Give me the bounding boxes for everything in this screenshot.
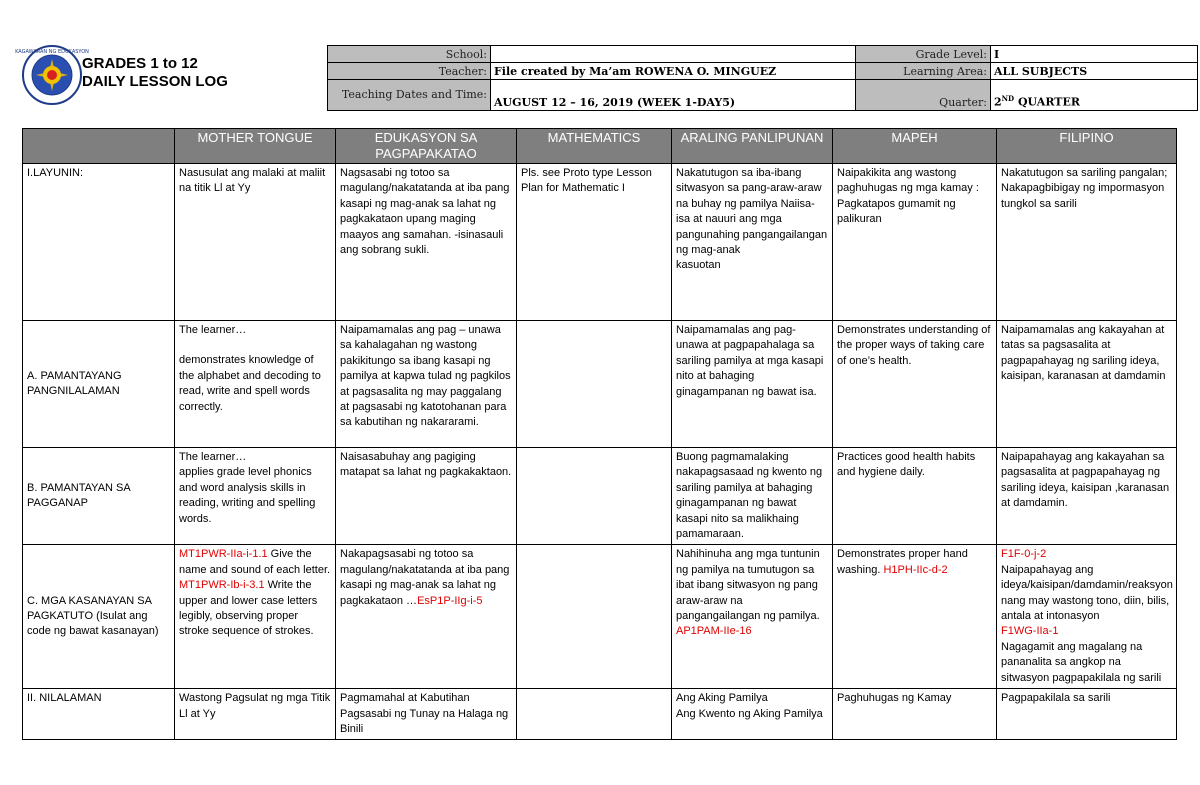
cell-pamantayang-esp: Naipamamalas ang pag – unawa sa kahalagahan ng wastong pakikitungo sa ibang kasapi ng pamilya at kapwa tulad ng pagkilos at pagsasalita ng may paggalang at pagsasabi ng katotohanan para sa kabutihan ng nakararami. xyxy=(336,321,517,448)
cell-layunin-araling-panlipunan: Nakatutugon sa iba-ibang sitwasyon sa pang-araw-araw na buhay ng pamilya Naiisa-isa at nauuri ang mga pangunahing pangangailangan ng mag-anak kasuotan xyxy=(672,164,833,321)
row-label-nilalaman: II. NILALAMAN xyxy=(23,689,175,740)
row-label-pamantayan-sa-pagganap: B. PAMANTAYAN SA PAGGANAP xyxy=(23,448,175,545)
cell-kasanayan-filipino: F1F-0-j-2 Naipapahayag ang ideya/kaisipan/damdamin/reaksyon nang may wastong tono, diin, bilis, antala at intonasyon F1WG-IIa-1 Nagagamit ang magalang na pananalita sa angkop na sitwasyon pagpapakilala ng sarili xyxy=(997,545,1177,689)
cell-kasanayan-esp: Nakapagsasabi ng totoo sa magulang/nakatatanda at iba pang kasapi ng mag-anak sa lahat ng pagkakataon …EsP1P-IIg-i-5 xyxy=(336,545,517,689)
cell-layunin-mathematics: Pls. see Proto type Lesson Plan for Mathematic I xyxy=(517,164,672,321)
table-row-pamantayan-sa-pagganap xyxy=(23,448,1177,545)
cell-pamantayang-filipino: Naipamamalas ang kakayahan at tatas sa pagsasalita at pagpapahayag ng sariling ideya, kaisipan, karanasan at damdamin xyxy=(997,321,1177,448)
table-row-pamantayang-pangnilalaman xyxy=(23,321,1177,448)
lesson-log-header xyxy=(15,45,1176,110)
teacher-label: Teacher: xyxy=(328,63,491,80)
cell-nilalaman-mother-tongue: Wastong Pagsulat ng mga Titik Ll at Yy xyxy=(175,689,336,740)
table-row-mga-kasanayan-sa-pagkatuto xyxy=(23,545,1177,689)
column-header-araling-panlipunan: ARALING PANLIPUNAN xyxy=(672,129,833,164)
header-info-table xyxy=(327,45,1198,111)
cell-pagganap-mother-tongue: The learner… applies grade level phonics and word analysis skills in reading, writing and spelling words. xyxy=(175,448,336,545)
cell-kasanayan-araling-panlipunan: Nahihinuha ang mga tuntunin ng pamilya na tumutugon sa ibat ibang sitwasyon ng pang araw-araw na pangangailangan ng pamilya. AP1PAM-IIe-16 xyxy=(672,545,833,689)
svg-text:KAGAWARAN NG EDUKASYON: KAGAWARAN NG EDUKASYON xyxy=(15,49,89,55)
row-label-mga-kasanayan: C. MGA KASANAYAN SA PAGKATUTO (Isulat ang code ng bawat kasanayan) xyxy=(23,545,175,689)
row-label-pamantayang-pangnilalaman: A. PAMANTAYANG PANGNILALAMAN xyxy=(23,321,175,448)
teaching-dates-value: AUGUST 12 – 16, 2019 (WEEK 1-DAY5) xyxy=(491,80,856,111)
table-row-nilalaman xyxy=(23,689,1177,740)
cell-layunin-esp: Nagsasabi ng totoo sa magulang/nakatatanda at iba pang kasapi ng mag-anak sa lahat ng pagkakataon upang maging maayos ang samahan. -isinasauli ang sobrang sukli. xyxy=(336,164,517,321)
grade-level-value: I xyxy=(991,46,1198,63)
learning-area-label: Learning Area: xyxy=(856,63,991,80)
grade-level-label: Grade Level: xyxy=(856,46,991,63)
cell-layunin-filipino: Nakatutugon sa sariling pangalan; Nakapagbibigay ng impormasyon tungkol sa sarili xyxy=(997,164,1177,321)
cell-pagganap-mapeh: Practices good health habits and hygiene daily. xyxy=(833,448,997,545)
competency-code: MT1PWR-IIa-i-1.1 xyxy=(179,548,268,561)
cell-nilalaman-mapeh: Paghuhugas ng Kamay xyxy=(833,689,997,740)
column-header-esp: EDUKASYON SA PAGPAPAKATAO xyxy=(336,129,517,164)
cell-kasanayan-mother-tongue: MT1PWR-IIa-i-1.1 Give the name and sound of each letter. MT1PWR-Ib-i-3.1 Write the upper and lower case letters legibly, observing proper stroke sequence of strokes. xyxy=(175,545,336,689)
cell-layunin-mapeh: Naipakikita ang wastong paghuhugas ng mga kamay : Pagkatapos gumamit ng palikuran xyxy=(833,164,997,321)
competency-code: F1WG-IIa-1 xyxy=(1001,625,1059,638)
cell-pagganap-esp: Naisasabuhay ang pagiging matapat sa lahat ng pagkakaktaon. xyxy=(336,448,517,545)
cell-nilalaman-araling-panlipunan: Ang Aking Pamilya Ang Kwento ng Aking Pamilya xyxy=(672,689,833,740)
cell-nilalaman-esp: Pagmamahal at Kabutihan Pagsasabi ng Tunay na Halaga ng Binili xyxy=(336,689,517,740)
cell-pamantayang-mathematics xyxy=(517,321,672,448)
title-line-1: GRADES 1 to 12 xyxy=(82,55,198,72)
competency-code: H1PH-IIc-d-2 xyxy=(883,563,948,576)
subject-header-row xyxy=(23,129,1177,164)
competency-code: AP1PAM-IIe-16 xyxy=(676,625,752,638)
column-header-mother-tongue: MOTHER TONGUE xyxy=(175,129,336,164)
school-value xyxy=(491,46,856,63)
column-header-mathematics: MATHEMATICS xyxy=(517,129,672,164)
column-header-blank xyxy=(23,129,175,164)
column-header-mapeh: MAPEH xyxy=(833,129,997,164)
cell-pagganap-araling-panlipunan: Buong pagmamalaking nakapagsasaad ng kwento ng sariling pamilya at bahaging ginagampanan ng bawat kasapi nito sa malikhaing pamamaraan. xyxy=(672,448,833,545)
table-row-layunin xyxy=(23,164,1177,321)
quarter-value: 2ND QUARTER xyxy=(991,80,1198,111)
cell-kasanayan-mathematics xyxy=(517,545,672,689)
cell-pamantayang-mother-tongue: The learner… demonstrates knowledge of the alphabet and decoding to read, write and spell words correctly. xyxy=(175,321,336,448)
title-line-2: DAILY LESSON LOG xyxy=(82,73,228,90)
lesson-log-table xyxy=(22,128,1177,740)
competency-code: F1F-0-j-2 xyxy=(1001,548,1047,561)
cell-nilalaman-filipino: Pagpapakilala sa sarili xyxy=(997,689,1177,740)
quarter-label: Quarter: xyxy=(856,80,991,111)
cell-pagganap-mathematics xyxy=(517,448,672,545)
document-title xyxy=(82,55,228,91)
cell-nilalaman-mathematics xyxy=(517,689,672,740)
teaching-dates-label: Teaching Dates and Time: xyxy=(328,80,491,111)
learning-area-value: ALL SUBJECTS xyxy=(991,63,1198,80)
cell-layunin-mother-tongue: Nasusulat ang malaki at maliit na titik Ll at Yy xyxy=(175,164,336,321)
deped-seal-icon xyxy=(15,45,89,105)
school-label: School: xyxy=(328,46,491,63)
competency-code: EsP1P-IIg-i-5 xyxy=(417,594,483,607)
competency-code: MT1PWR-Ib-i-3.1 xyxy=(179,579,265,592)
cell-pamantayang-araling-panlipunan: Naipamamalas ang pag-unawa at pagpapahalaga sa sariling pamilya at mga kasapi nito at bahaging ginagampanan ng bawat isa. xyxy=(672,321,833,448)
cell-kasanayan-mapeh: Demonstrates proper hand washing. H1PH-IIc-d-2 xyxy=(833,545,997,689)
cell-pagganap-filipino: Naipapahayag ang kakayahan sa pagsasalita at pagpapahayag ng sariling ideya, kaisipan ,karanasan at damdamin. xyxy=(997,448,1177,545)
row-label-layunin: I.LAYUNIN: xyxy=(23,164,175,321)
teacher-value: File created by Ma’am ROWENA O. MINGUEZ xyxy=(491,63,856,80)
cell-pamantayang-mapeh: Demonstrates understanding of the proper ways of taking care of one’s health. xyxy=(833,321,997,448)
column-header-filipino: FILIPINO xyxy=(997,129,1177,164)
